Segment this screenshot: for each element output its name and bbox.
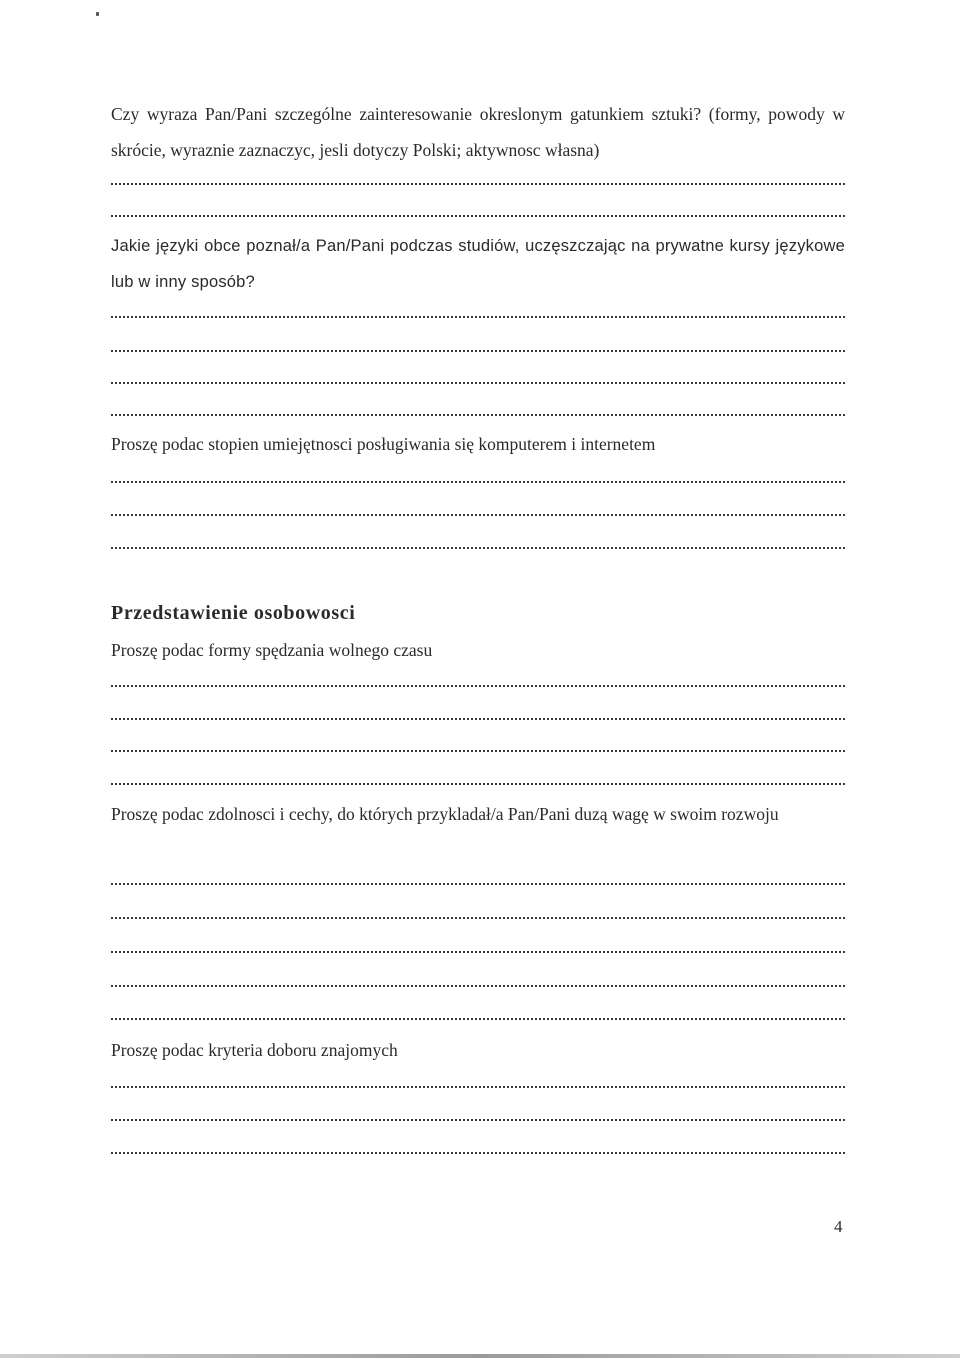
scan-speck bbox=[96, 12, 99, 16]
scan-bottom-edge bbox=[0, 1354, 960, 1358]
question-computer-skills: Proszę podac stopien umiejętnosci posługiwania się komputerem i internetem bbox=[111, 434, 656, 454]
question-free-time: Proszę podac formy spędzania wolnego czasu bbox=[111, 640, 433, 660]
answer-line-14[interactable] bbox=[111, 883, 845, 885]
answer-line-18[interactable] bbox=[111, 1018, 845, 1020]
answer-line-11[interactable] bbox=[111, 718, 845, 720]
section-title: Przedstawienie osobowosci bbox=[111, 602, 356, 624]
answer-line-2[interactable] bbox=[111, 215, 845, 217]
answer-line-12[interactable] bbox=[111, 750, 845, 752]
question-friend-criteria: Proszę podac kryteria doboru znajomych bbox=[111, 1040, 398, 1060]
answer-line-17[interactable] bbox=[111, 985, 845, 987]
answer-line-20[interactable] bbox=[111, 1119, 845, 1121]
answer-line-10[interactable] bbox=[111, 685, 845, 687]
answer-line-6[interactable] bbox=[111, 414, 845, 416]
answer-line-8[interactable] bbox=[111, 514, 845, 516]
answer-line-21[interactable] bbox=[111, 1152, 845, 1154]
answer-line-9[interactable] bbox=[111, 547, 845, 549]
answer-line-5[interactable] bbox=[111, 382, 845, 384]
answer-line-15[interactable] bbox=[111, 917, 845, 919]
answer-line-3[interactable] bbox=[111, 316, 845, 318]
question-abilities: Proszę podac zdolnosci i cechy, do których przykladał/a Pan/Pani duzą wagę w swoim rozwoju bbox=[111, 804, 779, 824]
question-art-interest: Czy wyraza Pan/Pani szczególne zainteresowanie okreslonym gatunkiem sztuki? (formy, powody w skrócie, wyraznie zaznaczyc, jesli dotyczy Polski; aktywnosc własna) bbox=[111, 104, 845, 160]
answer-line-16[interactable] bbox=[111, 951, 845, 953]
answer-line-4[interactable] bbox=[111, 350, 845, 352]
answer-line-13[interactable] bbox=[111, 783, 845, 785]
answer-line-19[interactable] bbox=[111, 1086, 845, 1088]
answer-line-1[interactable] bbox=[111, 183, 845, 185]
question-languages: Jakie języki obce poznał/a Pan/Pani podczas studiów, uczęszczając na prywatne kursy językowe lub w inny sposób? bbox=[111, 237, 845, 291]
answer-line-7[interactable] bbox=[111, 481, 845, 483]
page-number: 4 bbox=[834, 1217, 843, 1236]
